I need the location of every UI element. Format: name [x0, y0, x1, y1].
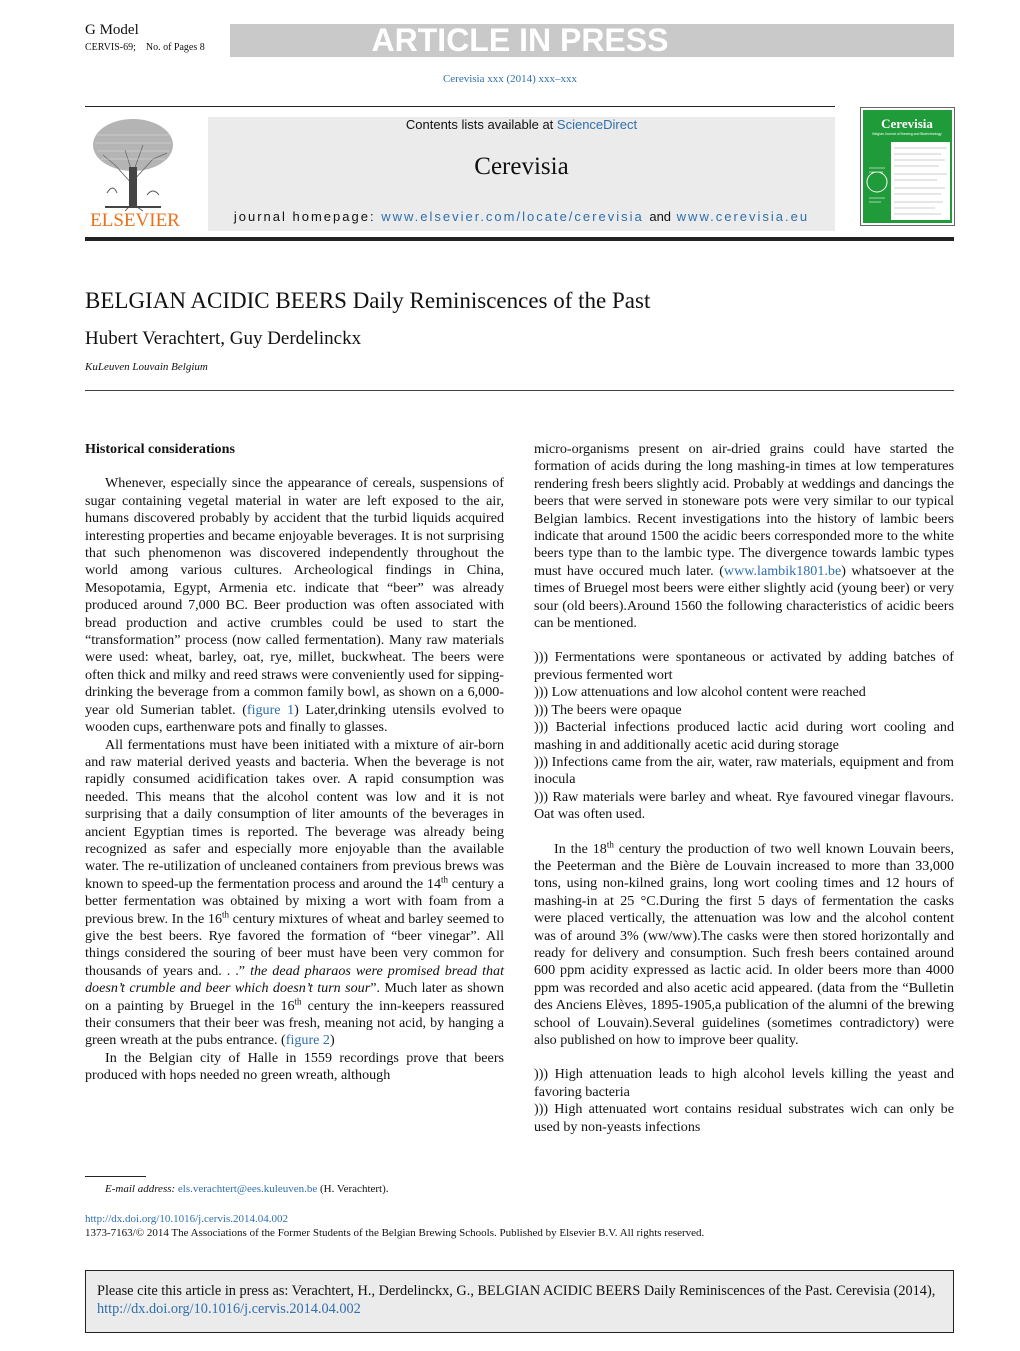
paragraph-2 [85, 737, 504, 1050]
citation-text: Please cite this article in press as: Verachtert, H., Derdelinckx, G., BELGIAN ACIDIC BEERS Daily Reminiscences of the Past. Cerevisia (2014), [97, 1283, 936, 1299]
elsevier-tree-icon [85, 115, 185, 230]
cervis-id: CERVIS-69; [85, 42, 136, 53]
homepage-link-cerevisia[interactable]: www.cerevisia.eu [676, 209, 810, 224]
article-title: BELGIAN ACIDIC BEERS Daily Reminiscences of the Past [85, 288, 651, 313]
list-item: ))) Infections came from the air, water, raw materials, equipment and from inocula [534, 753, 954, 788]
article-in-press-label: ARTICLE IN PRESS [371, 22, 669, 58]
author-affiliation: KuLeuven Louvain Belgium [85, 361, 208, 373]
elsevier-wordmark: ELSEVIER [90, 210, 180, 230]
paragraph-4 [534, 441, 954, 632]
superscript-th: th [222, 908, 230, 919]
elsevier-logo [85, 115, 185, 230]
list-item: ))) Raw materials were barley and wheat. Rye favoured vinegar flavours. Oat was often used. [534, 788, 954, 823]
list-item: ))) Low attenuations and low alcohol content were reached [534, 684, 866, 701]
superscript-th: th [606, 838, 614, 849]
paragraph-2-text-a: All fermentations must have been initiated with a mixture of air-born and raw material derived yeasts and bacteria. When the beverage is not rapidly consumed acidification takes over. A rapid consumption was needed. This means that the alcohol content was low and it is not surprising that a daily consumption of liter amounts of the beverages in ancient Egyptian times is reported. The beverage was already being recognized as safer and especially more enjoyable than the available water. The re-utilization of uncleaned containers from previous brews was known to speed-up the fermentation process and around the 14 [85, 736, 504, 892]
email-footnote [105, 1183, 389, 1195]
paragraph-1-text: Whenever, especially since the appearance of cereals, suspensions of sugar containing vegetal material in water are left exposed to the air, humans discovered probably by accident that the turbid liquids acquired interesting properties and became enjoyable beverages. It is not surprising that such phenomenon was discovered independently throughout the world among various cultures. Archeological findings in China, Mesopotamia, Egypt, Armenia etc. indicate that “beer” was already produced around 7,000 BC. Beer production was often associated with bread production and active crumbles could be used to start the “transformation” process (now called fermentation). Many raw materials were used: wheat, barley, oat, rye, millet, buckwheat. The beers were often thick and milky and reed straws were conveniently used for sipping-drinking the beverage from a common family bowl, as shown on a 6,000-year old Sumerian tablet. ( [85, 475, 504, 718]
cover-title: Cerevisia [881, 116, 933, 131]
superscript-th: th [441, 874, 449, 885]
manuscript-id [85, 42, 205, 53]
right-column [534, 441, 954, 1153]
paragraph-2-text-d: ”. Much later as shown on a painting by Bruegel in the 16 [85, 980, 504, 1014]
superscript-th: th [294, 995, 302, 1006]
paragraph-1-text-end: ) Later,drinking utensils evolved to wooden cups, earthenware pots and finally to glasses. [85, 701, 504, 736]
journal-name: Cerevisia [474, 153, 569, 180]
paragraph-5-text-b: century the production of two well known Louvain beers, the Peeterman and the Bière de Louvain increased to more than 33,000 tons, using non-kilned grains, long wort cooling times and 12 hours of mashing-in at 25 °C.During the first 5 days of fermentation the casks were placed vertically, the attenuation was low and the alcohol content was of around 3% (ww/ww).The casks were then stored horizontally and ready for delivery and consumption. Such fresh beers contained around 600 ppm acidity expressed as lactic acid. In older beers more than 4000 ppm was recorded and also acetic acid appeared. (data from the “Bulletin des Anciens Elèves, 1895-1905,a publication of the alumni of the brewing school of Louvain).Several guidelines (sometimes contradictory) were also published on how to improve beer quality. [534, 840, 954, 1048]
paragraph-2-text-b: century a better fermentation was obtained by mixing a wort with foam from a previous brew. In the 16 [85, 875, 504, 927]
paragraph-5 [534, 838, 954, 1050]
paragraph-2-text-e: century the inn-keepers reassured their consumers that their beer was fresh, meaning not acid, by hanging a green wreath at the pubs entrance. ( [85, 997, 505, 1049]
email-suffix: (H. Verachtert). [317, 1183, 389, 1195]
lambik-link[interactable]: www.lambik1801.be [723, 562, 842, 579]
sciencedirect-link[interactable]: ScienceDirect [556, 117, 638, 132]
article-authors: Hubert Verachtert, Guy Derdelinckx [85, 328, 362, 349]
list-item: ))) Bacterial infections produced lactic acid during wort cooling and mashing in and additionally acetic acid during storage [534, 719, 954, 753]
contents-prefix: Contents lists available at [405, 117, 557, 132]
journal-homepage-line [208, 209, 835, 224]
figure-2-link[interactable]: figure 2 [285, 1032, 330, 1049]
list-item: ))) High attenuation leads to high alcohol levels killing the yeast and favoring bacteria [534, 1066, 954, 1100]
contents-line [208, 117, 835, 132]
paragraph-1 [85, 475, 504, 736]
email-link[interactable]: els.verachtert@ees.kuleuven.be [177, 1183, 318, 1195]
homepage-and: and [649, 209, 672, 224]
homepage-prefix: journal homepage: [233, 209, 382, 224]
citation-doi-link[interactable]: http://dx.doi.org/10.1016/j.cervis.2014.04.002 [97, 1300, 361, 1317]
title-rule [85, 390, 954, 391]
journal-cover[interactable] [860, 107, 955, 226]
citation-box [85, 1270, 954, 1333]
journal-citation-link[interactable]: Cerevisia xxx (2014) xxx–xxx [442, 73, 578, 85]
g-model-label: G Model [85, 22, 139, 38]
paragraph-2-text-c: century mixtures of wheat and barley seemed to give the best beers. Rye favored the formation of “beer vinegar”. All things considered the souring of beer must have been very common for thousands of years and. . .” [85, 910, 505, 979]
footnote-rule [85, 1176, 146, 1177]
copyright-line: 1373-7163/© 2014 The Associations of the Former Students of the Belgian Brewing Schools. Published by Elsevier B.V. All rights reserved. [85, 1227, 705, 1239]
cover-subtitle: Belgian Journal of Brewing and Biotechnology [872, 132, 942, 136]
paragraph-5-text-a: In the 18 [554, 840, 607, 857]
homepage-link-elsevier[interactable]: www.elsevier.com/locate/cerevisia [381, 209, 644, 224]
paragraph-4-text-end: ) whatsoever at the times of Bruegel most beers were either slightly acid (young beer) or very sour (old beers).Around 1560 the following characteristics of acidic beers can be mentioned. [534, 562, 954, 632]
header-thick-rule [85, 237, 954, 241]
page-count: No. of Pages 8 [145, 42, 205, 53]
section-heading: Historical considerations [85, 441, 235, 457]
guidelines-list [534, 1066, 954, 1136]
list-item: ))) Fermentations were spontaneous or activated by adding batches of previous fermented wort [534, 649, 954, 683]
list-item: ))) High attenuated wort contains residual substrates wich can only be used by non-yeasts infections [534, 1101, 954, 1135]
list-item: ))) The beers were opaque [534, 701, 682, 718]
left-column [85, 441, 504, 1085]
header-rule [85, 106, 835, 107]
doi-link[interactable]: http://dx.doi.org/10.1016/j.cervis.2014.04.002 [85, 1213, 288, 1225]
paragraph-3: In the Belgian city of Halle in 1559 recordings prove that beers produced with hops needed no green wreath, although [85, 1049, 504, 1084]
paragraph-2-text-f: ) [329, 1032, 335, 1049]
characteristics-list [534, 649, 954, 823]
email-label: E-mail address: [105, 1183, 178, 1195]
paragraph-2-quote: the dead pharaos were promised bread that doesn’t crumble and beer which doesn’t turn sour [85, 962, 504, 997]
paragraph-4-text: micro-organisms present on air-dried grains could have started the formation of acids during the long mashing-in times at low temperatures rendering fresh beers slightly acid. Probably at weddings and dancings the beers that were served in stoneware pots were very similar to our typical Belgian lambics. Recent investigations into the history of lambic beers indicate that around 1500 the acidic beers corresponded more to the white beers type than to the lambic type. The divergence towards lambic types must have occured much later. ( [534, 441, 954, 579]
journal-cover-image [861, 108, 954, 225]
figure-1-link[interactable]: figure 1 [246, 701, 295, 718]
